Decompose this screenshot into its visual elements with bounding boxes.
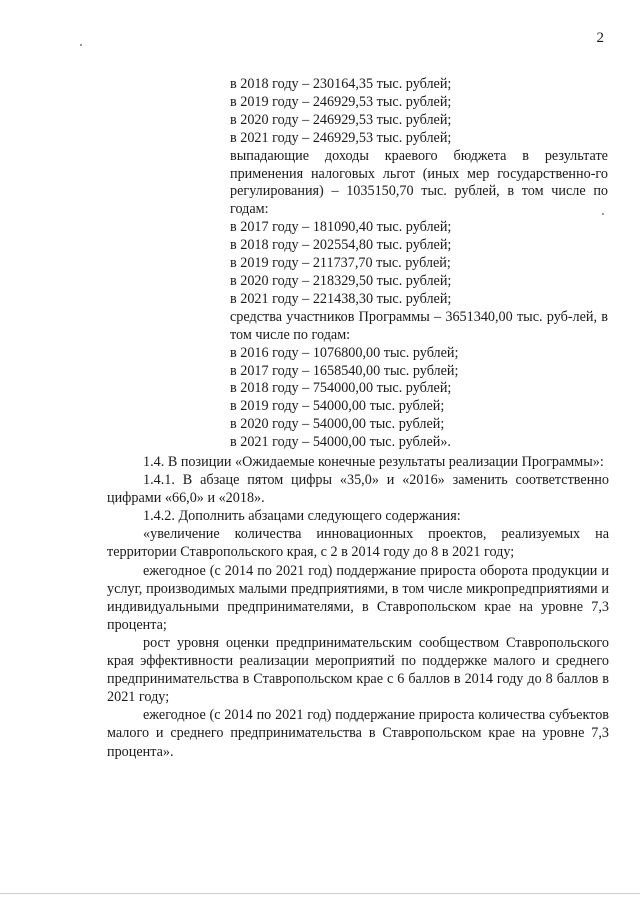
lost-income-paragraph: выпадающие доходы краевого бюджета в результате применения налоговых льгот (иных мер государственно-го регулирования) – 1035150,70 тыс. рублей, в том числе по годам: bbox=[230, 147, 608, 218]
lost-income-line: в 2019 году – 211737,70 тыс. рублей; bbox=[230, 255, 451, 272]
participants-line: в 2018 году – 754000,00 тыс. рублей; bbox=[230, 380, 452, 397]
paragraph-1-4-2: 1.4.2. Дополнить абзацами следующего содержания: bbox=[143, 508, 461, 525]
lost-income-line: в 2018 году – 202554,80 тыс. рублей; bbox=[230, 237, 452, 254]
participants-paragraph: средства участников Программы – 3651340,00 тыс. руб-лей, в том числе по годам: bbox=[230, 308, 608, 343]
paragraph-1-4: 1.4. В позиции «Ожидаемые конечные результаты реализации Программы»: bbox=[143, 454, 604, 470]
paragraph-1-4-1: 1.4.1. В абзаце пятом цифры «35,0» и «2016» заменить соответственно цифрами «66,0» и «2018». bbox=[107, 472, 609, 507]
quote-turnover: ежегодное (с 2014 по 2021 год) поддержание прироста оборота продукции и услуг, производимых малыми предприятиями, в том числе микропредприятиями и индивидуальными предпринимателями, в Ставропольском крае на уровне 7,3 процента; bbox=[107, 562, 609, 633]
quote-innovation: «увеличение количества инновационных проектов, реализуемых на территории Ставропольского края, с 2 в 2014 году до 8 в 2021 году; bbox=[107, 526, 609, 561]
main-text bbox=[107, 453, 609, 761]
quote-subjects: ежегодное (с 2014 по 2021 год) поддержание прироста количества субъектов малого и среднего предпринимательства в Ставропольском крае на уровне 7,3 процента». bbox=[107, 707, 609, 760]
lost-income-line: в 2017 году – 181090,40 тыс. рублей; bbox=[230, 219, 452, 236]
participants-line: в 2021 году – 54000,00 тыс. рублей». bbox=[230, 434, 451, 451]
participants-line: в 2019 году – 54000,00 тыс. рублей; bbox=[230, 398, 445, 415]
scan-edge-line bbox=[0, 893, 640, 894]
quote-assessment: рост уровня оценки предпринимательским сообществом Ставропольского края эффективности реализации мероприятий по поддержке малого и среднего предпринимательства в Ставропольском крае с 6 баллов в 2014 году до 8 баллов в 2021 году; bbox=[107, 634, 609, 706]
funding-line: в 2018 году – 230164,35 тыс. рублей; bbox=[230, 76, 452, 92]
funding-line: в 2020 году – 246929,53 тыс. рублей; bbox=[230, 111, 452, 128]
funding-line: в 2021 году – 246929,53 тыс. рублей; bbox=[230, 129, 452, 146]
lost-income-line: в 2021 году – 221438,30 тыс. рублей; bbox=[230, 290, 452, 307]
participants-line: в 2017 году – 1658540,00 тыс. рублей; bbox=[230, 362, 459, 379]
scan-speck bbox=[80, 44, 82, 46]
funding-line: в 2019 году – 246929,53 тыс. рублей; bbox=[230, 93, 452, 110]
participants-line: в 2020 году – 54000,00 тыс. рублей; bbox=[230, 416, 445, 433]
page-number: 2 bbox=[596, 30, 604, 46]
scan-speck bbox=[602, 213, 604, 215]
funding-block bbox=[230, 76, 608, 452]
lost-income-line: в 2020 году – 218329,50 тыс. рублей; bbox=[230, 272, 452, 289]
participants-line: в 2016 году – 1076800,00 тыс. рублей; bbox=[230, 344, 459, 361]
